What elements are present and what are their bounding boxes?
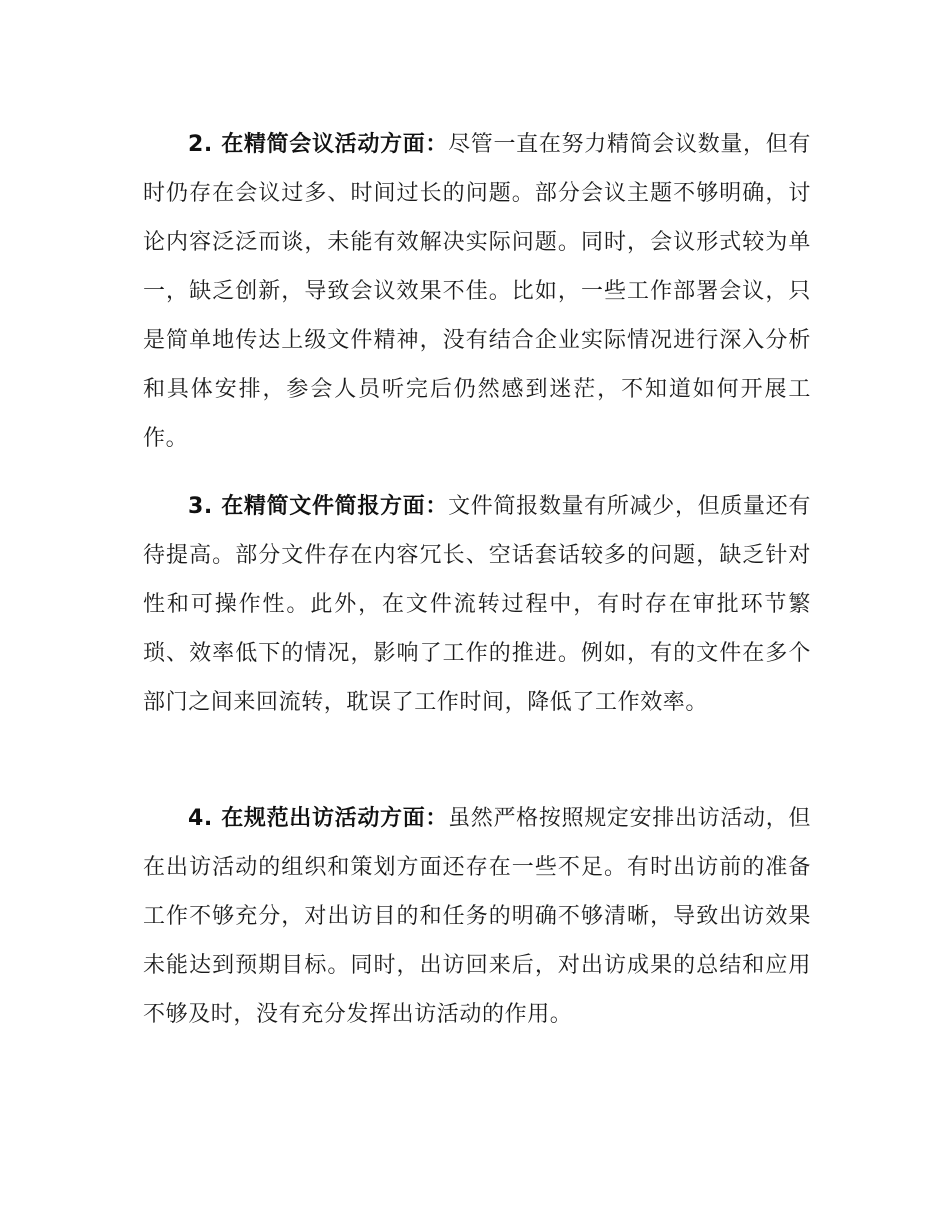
paragraph-meeting-streamlining [143, 120, 811, 463]
paragraph-heading: 4. 在规范出访活动方面： [188, 806, 449, 831]
paragraph-body: 尽管一直在努力精简会议数量，但有时仍存在会议过多、时间过长的问题。部分会议主题不够明确，讨论内容泛泛而谈，未能有效解决实际问题。同时，会议形式较为单一，缺乏创新，导致会议效果不佳。比如，一些工作部署会议，只是简单地传达上级文件精神，没有结合企业实际情况进行深入分析和具体安排，参会人员听完后仍然感到迷茫，不知道如何开展工作。 [143, 132, 812, 451]
paragraph-heading: 3. 在精简文件简报方面： [188, 494, 449, 519]
paragraph-body: 文件简报数量有所减少，但质量还有待提高。部分文件存在内容冗长、空话套话较多的问题，缺乏针对性和可操作性。此外，在文件流转过程中，有时存在审批环节繁琐、效率低下的情况，影响了工作的推进。例如，有的文件在多个部门之间来回流转，耽误了工作时间，降低了工作效率。 [143, 494, 812, 715]
paragraph-document-streamlining [143, 482, 811, 727]
paragraph-heading: 2. 在精简会议活动方面： [188, 132, 449, 157]
paragraph-body: 虽然严格按照规定安排出访活动，但在出访活动的组织和策划方面还存在一些不足。有时出访前的准备工作不够充分，对出访目的和任务的明确不够清晰，导致出访效果未能达到预期目标。同时，出访回来后，对出访成果的总结和应用不够及时，没有充分发挥出访活动的作用。 [143, 806, 812, 1027]
paragraph-visit-regulation [143, 794, 811, 1039]
